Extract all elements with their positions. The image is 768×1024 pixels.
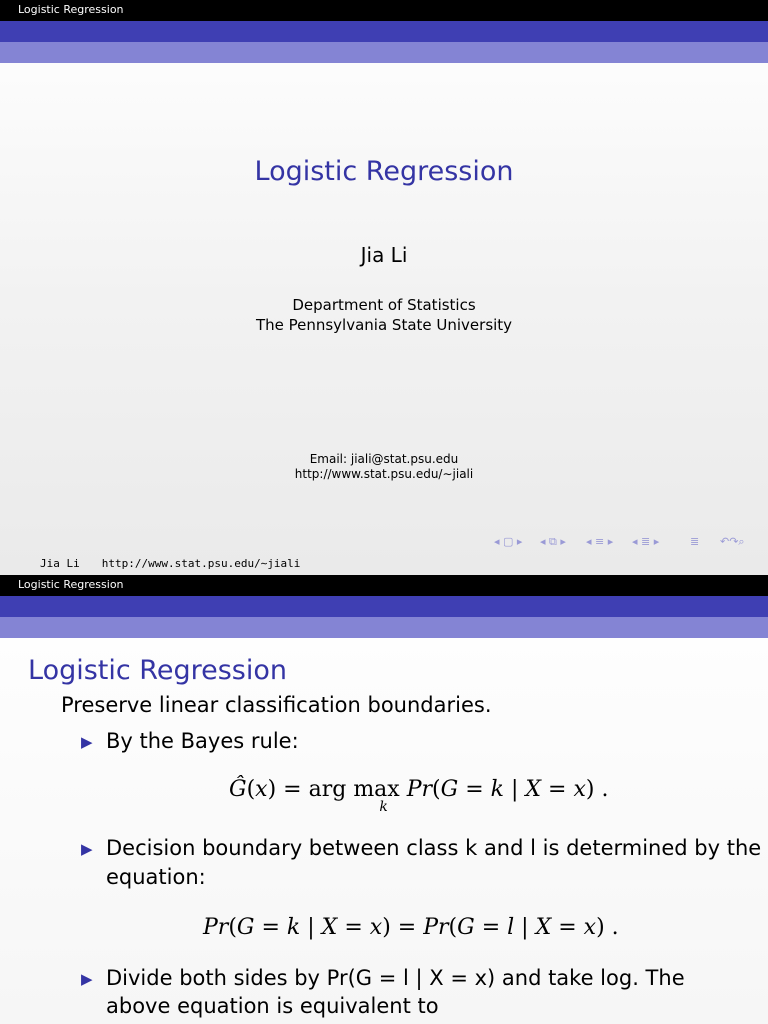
footer bbox=[40, 557, 300, 570]
bullet-text-2-line1: Decision boundary between class k and l is determined by the bbox=[106, 836, 762, 860]
bullet-arrow-icon: ▶ bbox=[81, 840, 93, 858]
header-bar bbox=[0, 0, 768, 21]
bullet-arrow-icon: ▶ bbox=[81, 733, 93, 751]
footer-author: Jia Li bbox=[40, 557, 80, 570]
header-title: Logistic Regression bbox=[18, 3, 124, 16]
nav-appendix-icon[interactable]: ◂ ≣ ▸ bbox=[632, 535, 660, 548]
frame-title: Logistic Regression bbox=[28, 655, 287, 686]
email: Email: jiali@stat.psu.edu bbox=[309, 452, 459, 466]
content-slide bbox=[0, 575, 768, 1024]
nav-back-icon[interactable]: ≣ bbox=[690, 535, 700, 548]
department: Department of Statistics bbox=[292, 296, 476, 314]
header-lavender-band bbox=[0, 617, 768, 638]
equation-bayes-rule: Ĝ(x) = arg max k Pr(G = k | X = x) . bbox=[229, 777, 609, 815]
footer-url: http://www.stat.psu.edu/∼jiali bbox=[101, 557, 301, 570]
homepage-url: http://www.stat.psu.edu/∼jiali bbox=[294, 467, 474, 481]
intro-text: Preserve linear classification boundaries. bbox=[61, 693, 492, 717]
equation-decision-boundary: Pr(G = k | X = x) = Pr(G = l | X = x) . bbox=[203, 915, 619, 940]
bullet-text-1: By the Bayes rule: bbox=[106, 729, 299, 753]
bullet-text-2-line2: equation: bbox=[106, 865, 206, 889]
nav-search-icon[interactable]: ↶↷⌕ bbox=[720, 535, 745, 548]
header-lavender-band bbox=[0, 42, 768, 63]
university: The Pennsylvania State University bbox=[255, 316, 513, 334]
bullet-text-3-line2: above equation is equivalent to bbox=[106, 994, 439, 1018]
header-bar bbox=[0, 575, 768, 596]
header-title: Logistic Regression bbox=[18, 578, 124, 591]
presentation-title: Logistic Regression bbox=[254, 156, 514, 187]
header-blue-band bbox=[0, 21, 768, 42]
header-blue-band bbox=[0, 596, 768, 617]
nav-section-icon[interactable]: ◂ ≡ ▸ bbox=[586, 535, 614, 548]
bullet-text-3-line1: Divide both sides by Pr(G = l | X = x) and take log. The bbox=[106, 966, 685, 990]
bullet-arrow-icon: ▶ bbox=[81, 970, 93, 988]
nav-subsection-icon[interactable]: ◂ ⧉ ▸ bbox=[540, 535, 566, 548]
nav-frame-prev-icon[interactable]: ◂ ▢ ▸ bbox=[494, 535, 523, 548]
author-name: Jia Li bbox=[360, 243, 408, 267]
